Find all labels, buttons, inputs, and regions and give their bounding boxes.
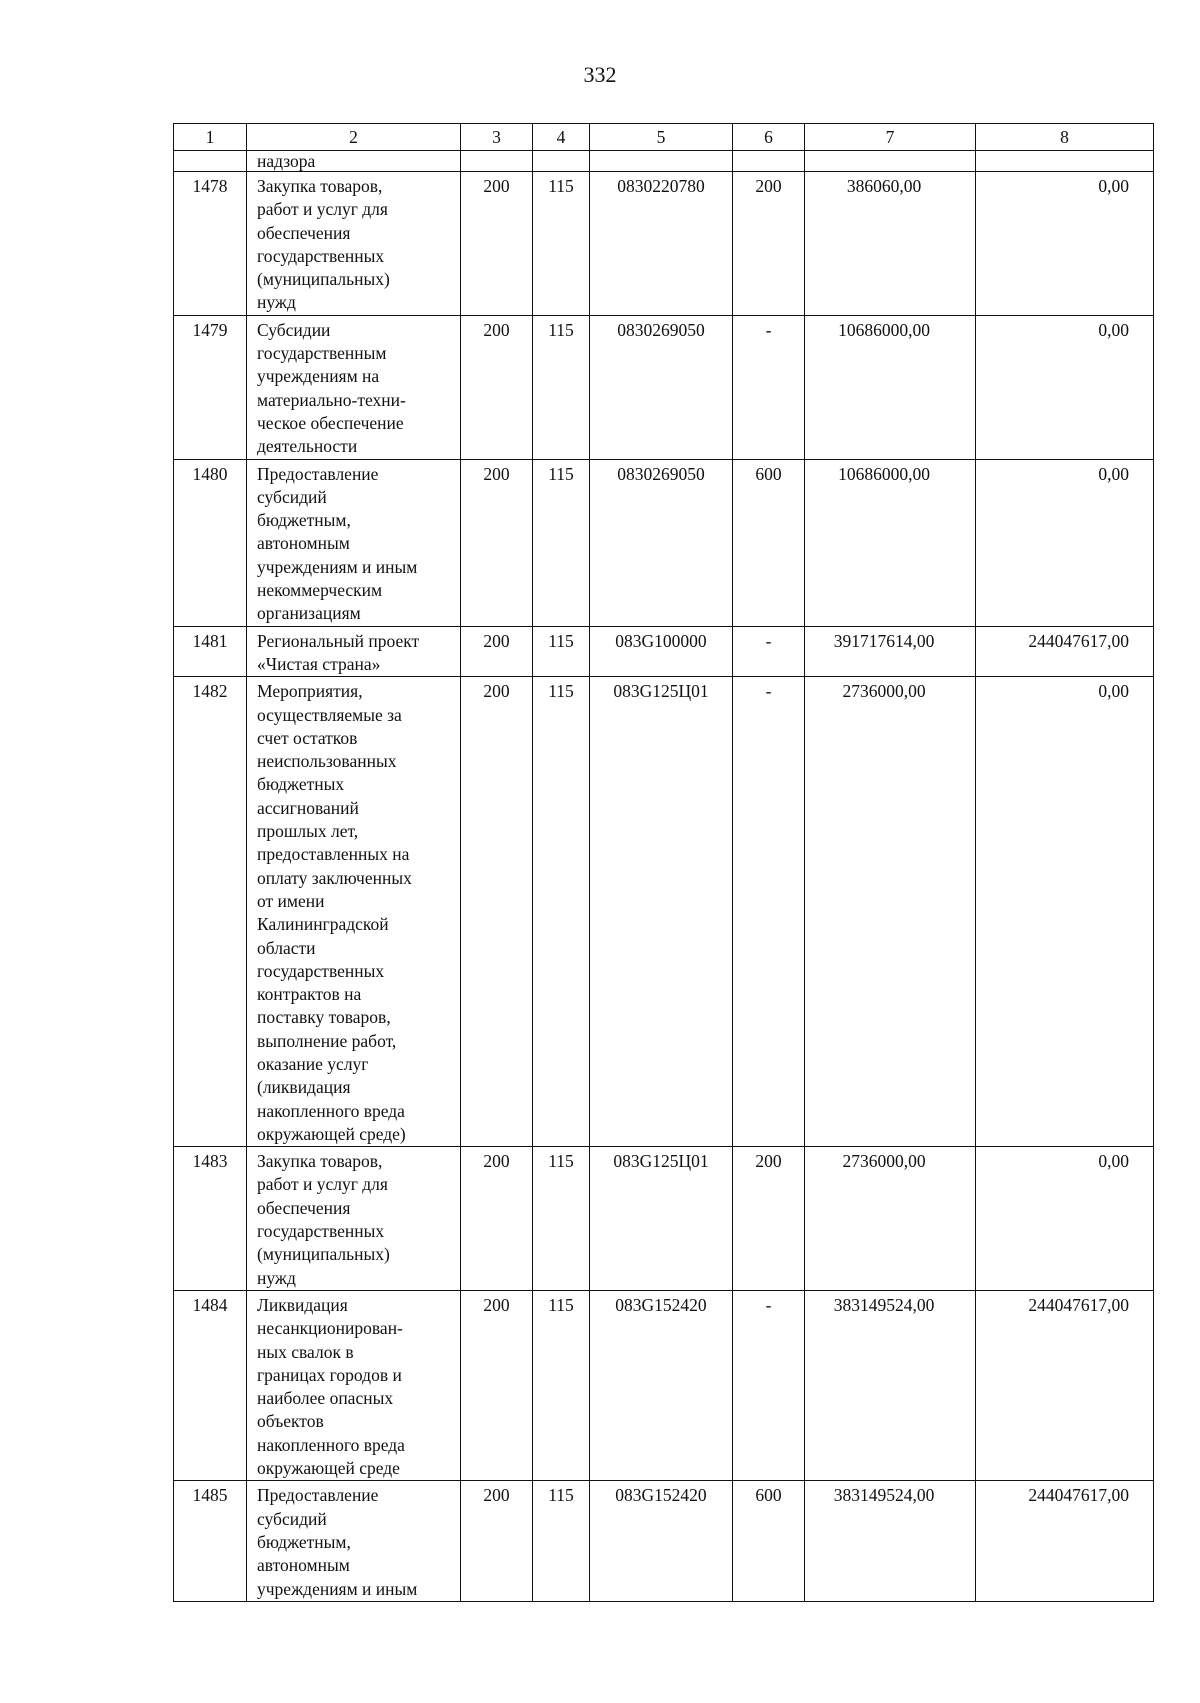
cell-amount-8: 0,00 xyxy=(1098,319,1129,340)
table-row xyxy=(174,626,1154,677)
cell-col6: - xyxy=(765,1294,772,1315)
row-number: 1478 xyxy=(192,176,228,196)
row-description: Закупка товаров, работ и услуг для обеспечения государственных (муниципальных) нужд xyxy=(257,176,390,313)
cell-amount-7: 10686000,00 xyxy=(838,319,930,340)
cell-amount-7: 2736000,00 xyxy=(842,681,926,702)
cell-amount-8: 0,00 xyxy=(1098,176,1129,196)
row-number: 1479 xyxy=(192,319,228,340)
row-number: 1484 xyxy=(192,1294,228,1315)
row-number: 1485 xyxy=(192,1485,228,1506)
column-header: 5 xyxy=(590,124,733,151)
cell-col3: 200 xyxy=(483,681,510,702)
table-row xyxy=(174,677,1154,1147)
cell-col4: 115 xyxy=(548,1485,574,1506)
row-description: Закупка товаров, работ и услуг для обеспечения государственных (муниципальных) нужд xyxy=(257,1151,390,1288)
row-description: Предоставление субсидий бюджетным, автономным учреждениям и иным некоммерческим организациям xyxy=(257,463,418,624)
cell-col3: 200 xyxy=(483,1151,510,1172)
row-description: Мероприятия, осуществляемые за счет остатков неиспользованных бюджетных ассигнований прошлых лет, предоставленных на оплату заключенных от имени Калининградской области государственных контрактов на поставку товаров, выполнение работ, оказание услуг (ликвидация накопленного вреда окружающей среде) xyxy=(257,681,412,1144)
table-row xyxy=(174,315,1154,459)
row-number: 1480 xyxy=(192,463,228,484)
cell-code: 083G125Ц01 xyxy=(613,1151,709,1172)
cell-col6: 600 xyxy=(755,463,782,484)
cell-col4: 115 xyxy=(548,176,574,196)
cell-code: 083G100000 xyxy=(615,630,707,651)
table-row xyxy=(174,1290,1154,1480)
cell-amount-7: 383149524,00 xyxy=(833,1485,935,1506)
cell-amount-7: 2736000,00 xyxy=(842,1151,926,1172)
column-header: 2 xyxy=(247,124,461,151)
table-row xyxy=(174,172,1154,316)
row-number: 1483 xyxy=(192,1151,228,1172)
cell-amount-7: 386060,00 xyxy=(846,176,922,196)
cell-amount-7: 10686000,00 xyxy=(838,463,930,484)
column-header: 4 xyxy=(533,124,590,151)
cell-col6: - xyxy=(765,630,772,651)
cell-col4: 115 xyxy=(548,681,574,702)
column-header: 7 xyxy=(805,124,976,151)
cell-col4: 115 xyxy=(548,319,574,340)
cell-col4: 115 xyxy=(548,463,574,484)
row-number: 1482 xyxy=(192,681,228,702)
row-description: Региональный проект «Чистая страна» xyxy=(257,630,420,674)
cell-code: 0830269050 xyxy=(617,463,705,484)
cell-code: 0830269050 xyxy=(617,319,705,340)
table-row xyxy=(174,1481,1154,1601)
continuation-row xyxy=(174,151,1154,172)
cell-col4: 115 xyxy=(548,630,574,651)
row-description: Ликвидация несанкционирован- ных свалок в границах городов и наиболее опасных объектов накопленного вреда окружающей среде xyxy=(257,1294,405,1479)
page-number: 332 xyxy=(583,62,617,87)
column-header: 6 xyxy=(733,124,805,151)
cell-col6: 200 xyxy=(755,176,782,196)
cell-col3: 200 xyxy=(483,176,510,196)
header-row xyxy=(174,124,1154,151)
table-row xyxy=(174,459,1154,626)
cell-amount-8: 0,00 xyxy=(1098,681,1129,702)
cell-code: 083G152420 xyxy=(615,1485,707,1506)
cell-amount-8: 0,00 xyxy=(1098,463,1129,484)
table-row xyxy=(174,1147,1154,1291)
row-description: Предоставление субсидий бюджетным, автономным учреждениям и иным xyxy=(257,1485,418,1599)
column-header: 8 xyxy=(976,124,1154,151)
row-description: Субсидии государственным учреждениям на материально-техни- ческое обеспечение деятельности xyxy=(257,319,406,457)
cell-col6: 200 xyxy=(755,1151,782,1172)
continuation-text: надзора xyxy=(257,151,316,171)
budget-table xyxy=(173,123,1154,1602)
cell-col4: 115 xyxy=(548,1151,574,1172)
cell-col3: 200 xyxy=(483,630,510,651)
cell-code: 083G152420 xyxy=(615,1294,707,1315)
column-header: 3 xyxy=(461,124,533,151)
column-header: 1 xyxy=(174,124,247,151)
cell-amount-7: 383149524,00 xyxy=(833,1294,935,1315)
cell-col6: 600 xyxy=(755,1485,782,1506)
cell-col3: 200 xyxy=(483,1294,510,1315)
cell-col3: 200 xyxy=(483,463,510,484)
cell-col3: 200 xyxy=(483,319,510,340)
row-number: 1481 xyxy=(192,630,228,651)
cell-col6: - xyxy=(765,681,772,702)
cell-amount-7: 391717614,00 xyxy=(833,630,935,651)
cell-col6: - xyxy=(765,319,772,340)
cell-code: 0830220780 xyxy=(617,176,705,196)
cell-amount-8: 244047617,00 xyxy=(1028,630,1129,651)
cell-amount-8: 244047617,00 xyxy=(1028,1294,1129,1315)
cell-amount-8: 0,00 xyxy=(1098,1151,1129,1172)
cell-col3: 200 xyxy=(483,1485,510,1506)
cell-code: 083G125Ц01 xyxy=(613,681,709,702)
cell-amount-8: 244047617,00 xyxy=(1028,1485,1129,1506)
cell-col4: 115 xyxy=(548,1294,574,1315)
